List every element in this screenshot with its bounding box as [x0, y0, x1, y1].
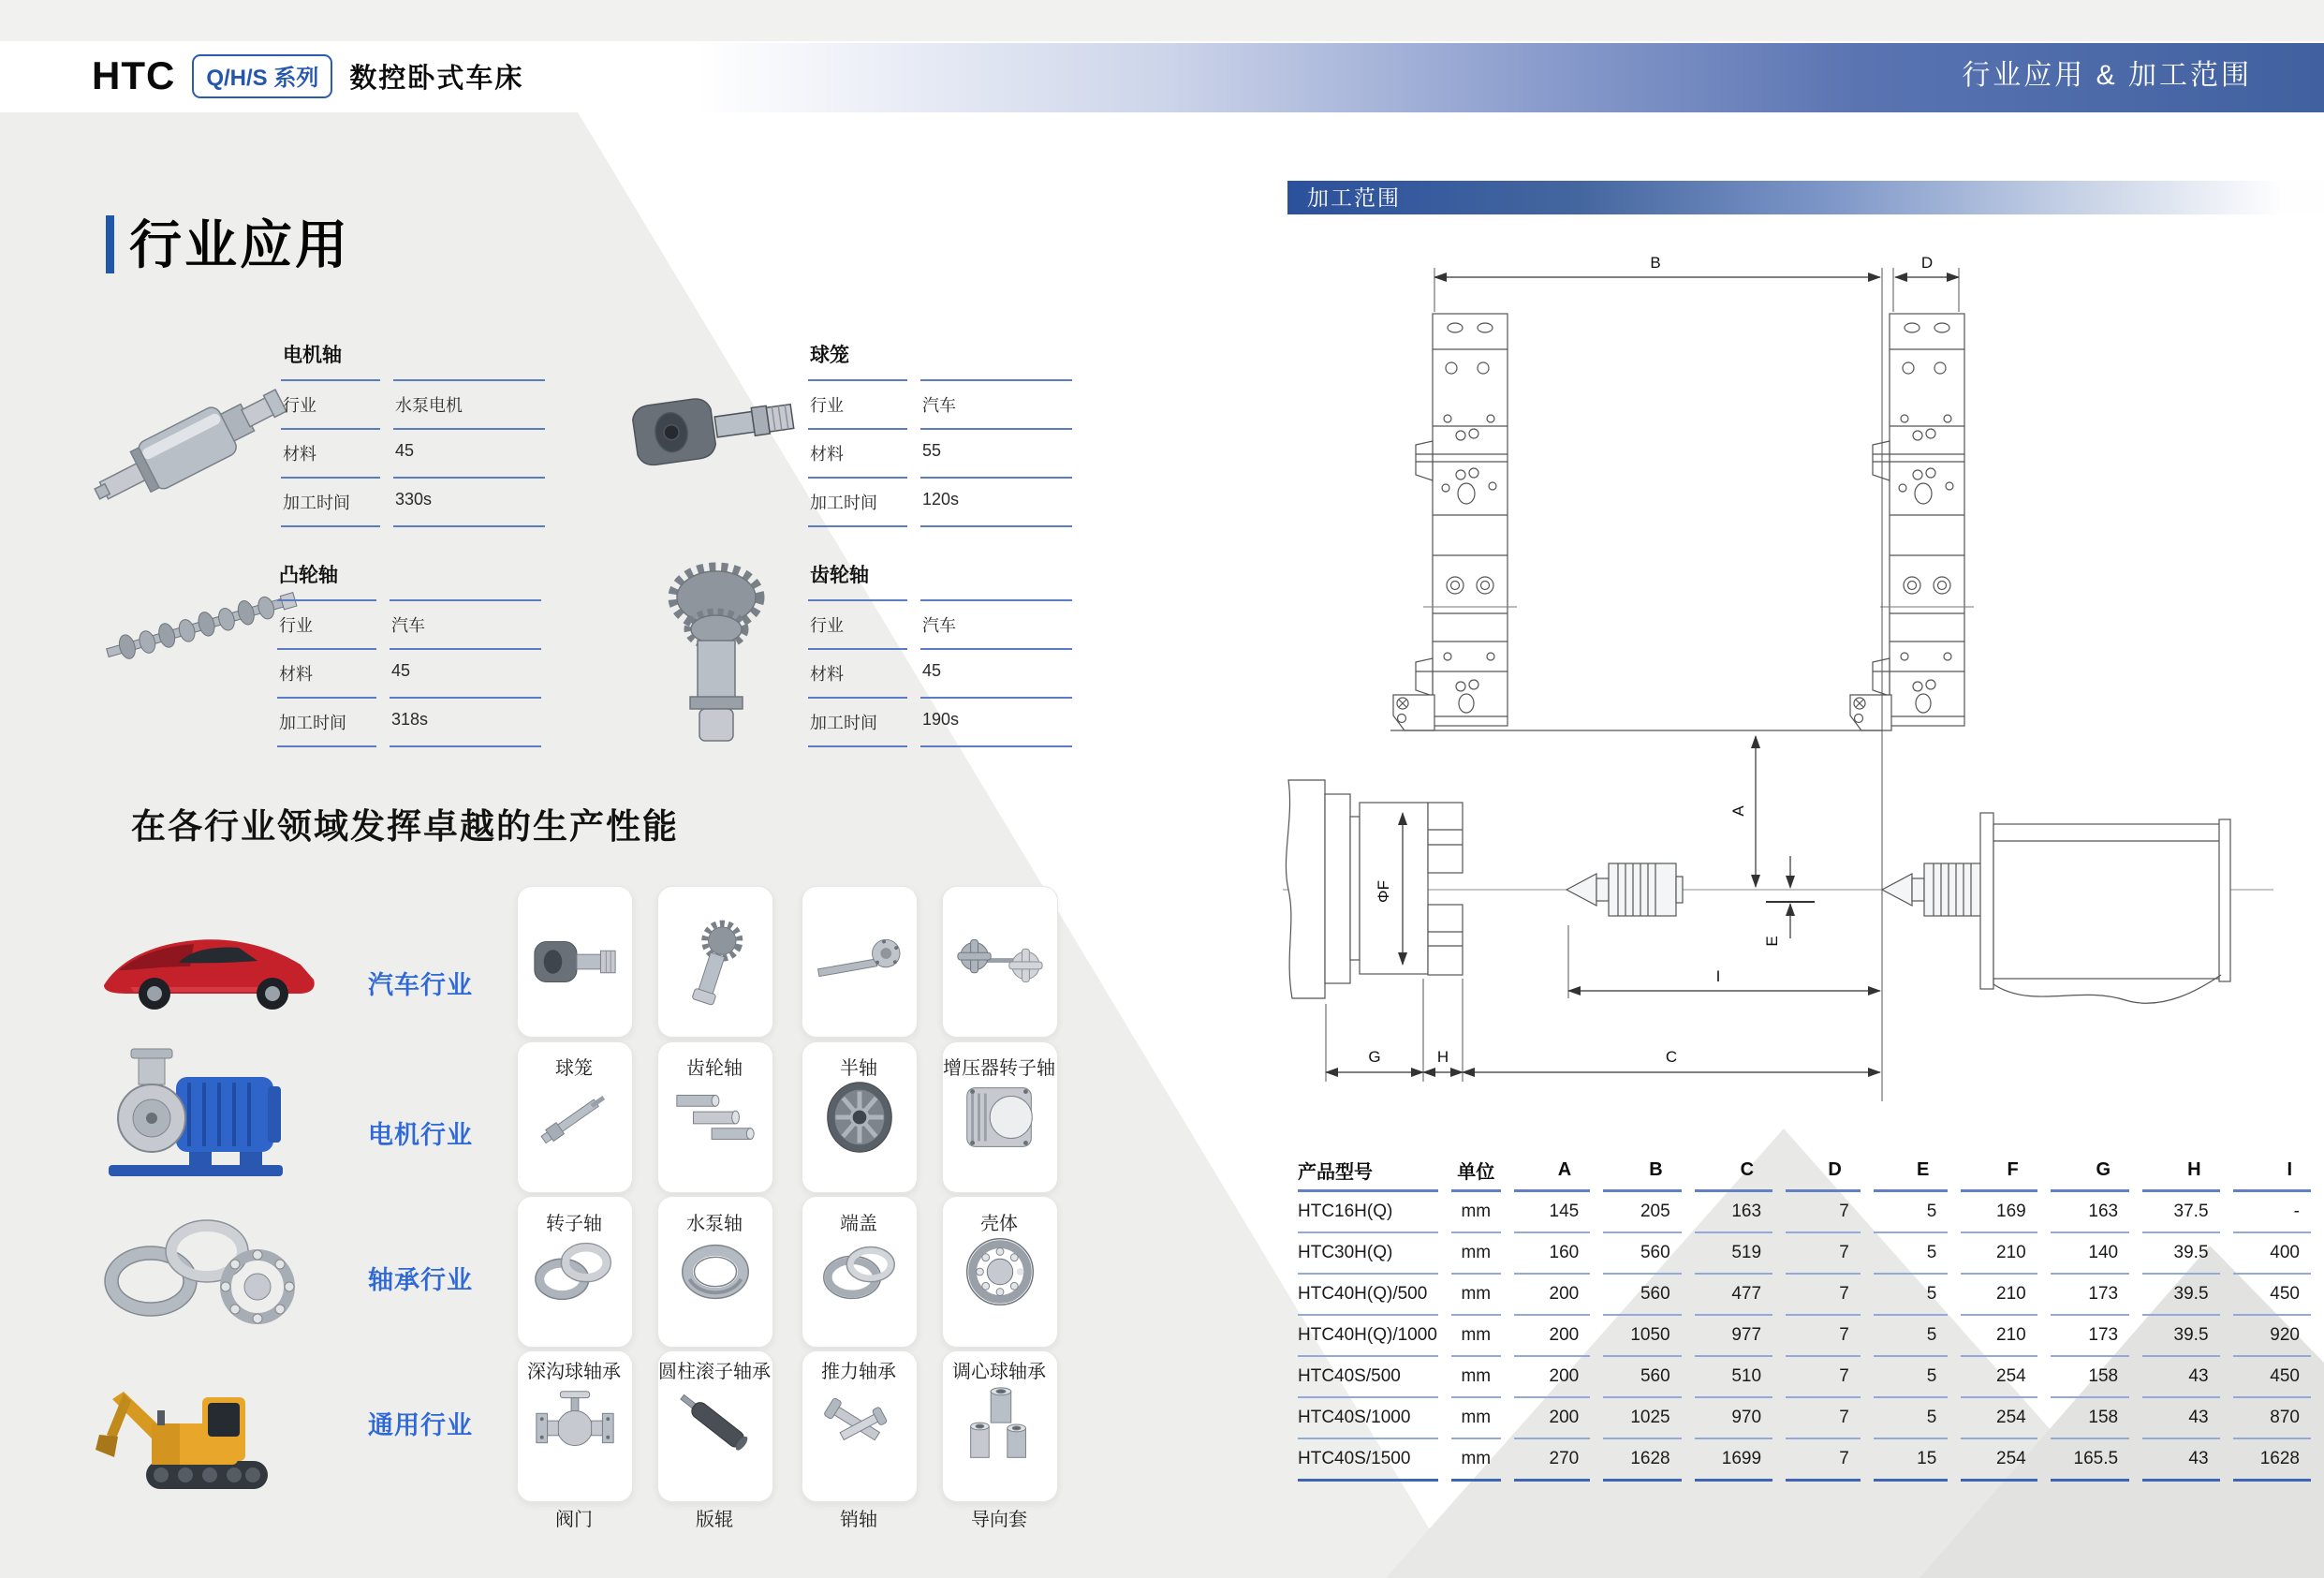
value-cell: 510 — [1695, 1357, 1772, 1398]
table-col-header: H — [2142, 1150, 2219, 1192]
part-card-title: 凸轮轴 — [279, 565, 338, 586]
value-cell: 43 — [2142, 1398, 2219, 1439]
part-card-title: 齿轮轴 — [810, 565, 869, 586]
value-cell: 37.5 — [2142, 1192, 2219, 1233]
value-cell: 560 — [1603, 1357, 1681, 1398]
value-cell: 560 — [1603, 1233, 1681, 1275]
value-cell: 5 — [1874, 1357, 1949, 1398]
value-cell: 205 — [1603, 1192, 1681, 1233]
part-thumb-label: 端盖 — [840, 1214, 877, 1234]
table-col-header: I — [2233, 1150, 2311, 1192]
guide-sleeve-icon — [954, 1369, 1046, 1483]
value-cell: 7 — [1786, 1398, 1861, 1439]
spec-label: 材料 — [281, 428, 380, 477]
excavator-image — [92, 1345, 328, 1497]
spec-label: 材料 — [808, 648, 907, 697]
model-cell: HTC40H(Q)/1000 — [1298, 1316, 1438, 1357]
value-cell: 145 — [1514, 1192, 1590, 1233]
part-thumb-label: 壳体 — [980, 1214, 1018, 1234]
table-header-row — [1298, 1150, 2311, 1192]
value-cell: mm — [1451, 1357, 1501, 1398]
value-cell: 7 — [1786, 1275, 1861, 1316]
table-col-header: D — [1786, 1150, 1861, 1192]
table-row — [1298, 1275, 2311, 1316]
dim-label-i: I — [1715, 967, 1721, 985]
half-shaft-icon — [814, 905, 905, 1019]
part-card — [277, 560, 541, 747]
dim-label-c: C — [1665, 1048, 1678, 1066]
value-cell: 7 — [1786, 1316, 1861, 1357]
spec-label: 加工时间 — [281, 477, 380, 527]
header — [92, 41, 523, 111]
table-row — [1298, 1357, 2311, 1398]
table-col-header: 单位 — [1451, 1150, 1501, 1192]
value-cell: 7 — [1786, 1192, 1861, 1233]
value-cell: 5 — [1874, 1233, 1949, 1275]
page-topic: 行业应用 & 加工范围 — [1962, 60, 2252, 91]
spec-value: 318s — [390, 697, 541, 747]
value-cell: 210 — [1961, 1275, 2037, 1316]
part-thumb-label: 转子轴 — [546, 1214, 602, 1234]
spec-label: 行业 — [281, 379, 380, 428]
table-col-header: 产品型号 — [1298, 1150, 1438, 1192]
part-thumb-label: 球笼 — [555, 1058, 593, 1079]
value-cell: 163 — [1695, 1192, 1772, 1233]
value-cell: mm — [1451, 1316, 1501, 1357]
gear-shaft-icon — [669, 905, 761, 1019]
value-cell: 1628 — [2233, 1439, 2311, 1482]
dim-label-d: D — [1920, 254, 1934, 272]
part-thumb-label: 导向套 — [971, 1510, 1027, 1530]
part-thumb-label: 版辊 — [696, 1510, 733, 1530]
spec-value: 55 — [920, 428, 1072, 477]
table-col-header: G — [2051, 1150, 2129, 1192]
value-cell: 200 — [1514, 1357, 1590, 1398]
spec-value: 45 — [920, 648, 1072, 697]
bearings-image — [96, 1204, 304, 1334]
value-cell: 200 — [1514, 1316, 1590, 1357]
value-cell: 254 — [1961, 1357, 2037, 1398]
ball-cage-icon — [529, 905, 621, 1019]
printing-roller-icon — [669, 1369, 761, 1483]
value-cell: 210 — [1961, 1316, 2037, 1357]
part-thumb-label: 推力轴承 — [821, 1362, 896, 1382]
spec-value: 45 — [393, 428, 545, 477]
spec-value: 45 — [390, 648, 541, 697]
table-row — [1298, 1398, 2311, 1439]
part-thumb — [802, 886, 918, 1038]
table-col-header: F — [1961, 1150, 2037, 1192]
value-cell: 1050 — [1603, 1316, 1681, 1357]
value-cell: 5 — [1874, 1192, 1949, 1233]
value-cell: 173 — [2051, 1275, 2129, 1316]
value-cell: 970 — [1695, 1398, 1772, 1439]
brand-logo: HTC — [92, 53, 176, 97]
spec-value: 汽车 — [390, 599, 541, 648]
industry-label-general: 通用行业 — [368, 1411, 473, 1439]
value-cell: 39.5 — [2142, 1275, 2219, 1316]
spec-label: 加工时间 — [808, 697, 907, 747]
value-cell: mm — [1451, 1439, 1501, 1482]
value-cell: 15 — [1874, 1439, 1949, 1482]
motor-shaft-image — [86, 363, 290, 532]
value-cell: 254 — [1961, 1439, 2037, 1482]
value-cell: 7 — [1786, 1357, 1861, 1398]
value-cell: 158 — [2051, 1357, 2129, 1398]
model-cell: HTC30H(Q) — [1298, 1233, 1438, 1275]
part-thumb — [942, 886, 1058, 1038]
value-cell: 477 — [1695, 1275, 1772, 1316]
part-card — [808, 560, 1072, 747]
table-row — [1298, 1439, 2311, 1482]
valve-icon — [529, 1369, 621, 1483]
ball-cage-image — [625, 370, 808, 501]
value-cell: 519 — [1695, 1233, 1772, 1275]
spec-value: 330s — [393, 477, 545, 527]
spec-value: 水泵电机 — [393, 379, 545, 428]
section-title-range: 加工范围 — [1287, 181, 2324, 214]
industry-label-automotive: 汽车行业 — [368, 971, 473, 999]
value-cell: 450 — [2233, 1275, 2311, 1316]
part-card-title: 电机轴 — [283, 345, 342, 366]
value-cell: mm — [1451, 1398, 1501, 1439]
spec-label: 加工时间 — [808, 477, 907, 527]
value-cell: 270 — [1514, 1439, 1590, 1482]
value-cell: 560 — [1603, 1275, 1681, 1316]
value-cell: 43 — [2142, 1357, 2219, 1398]
value-cell: 1628 — [1603, 1439, 1681, 1482]
model-cell: HTC40S/1500 — [1298, 1439, 1438, 1482]
part-thumb-label: 增压器转子轴 — [943, 1058, 1055, 1079]
value-cell: 7 — [1786, 1439, 1861, 1482]
machining-range-table — [1285, 1150, 2324, 1482]
value-cell: 140 — [2051, 1233, 2129, 1275]
value-cell: mm — [1451, 1192, 1501, 1233]
value-cell: 1699 — [1695, 1439, 1772, 1482]
value-cell: 210 — [1961, 1233, 2037, 1275]
part-card — [808, 340, 1072, 527]
model-cell: HTC16H(Q) — [1298, 1192, 1438, 1233]
spec-label: 行业 — [277, 599, 376, 648]
value-cell: 43 — [2142, 1439, 2219, 1482]
dim-label-g: G — [1368, 1048, 1381, 1066]
section-title-industry: 行业应用 — [129, 215, 350, 274]
model-cell: HTC40H(Q)/500 — [1298, 1275, 1438, 1316]
table-row — [1298, 1192, 2311, 1233]
value-cell: - — [2233, 1192, 2311, 1233]
part-thumb-label: 齿轮轴 — [686, 1058, 743, 1079]
value-cell: 39.5 — [2142, 1233, 2219, 1275]
part-thumb-label: 调心球轴承 — [952, 1362, 1046, 1382]
spec-value: 120s — [920, 477, 1072, 527]
value-cell: 200 — [1514, 1275, 1590, 1316]
pin-shaft-icon — [814, 1369, 905, 1483]
value-cell: 160 — [1514, 1233, 1590, 1275]
spec-value: 汽车 — [920, 379, 1072, 428]
table-col-header: B — [1603, 1150, 1681, 1192]
part-card-title: 球笼 — [810, 345, 849, 366]
part-thumb-label: 水泵轴 — [686, 1214, 743, 1234]
industry-subtitle: 在各行业领域发挥卓越的生产性能 — [131, 807, 679, 846]
part-thumb — [517, 886, 633, 1038]
table-col-header: C — [1695, 1150, 1772, 1192]
part-thumb-label: 深沟球轴承 — [527, 1362, 621, 1382]
dim-label-a: A — [1729, 805, 1747, 817]
value-cell: 163 — [2051, 1192, 2129, 1233]
product-name: 数控卧式车床 — [349, 63, 524, 94]
value-cell: 5 — [1874, 1316, 1949, 1357]
spec-label: 材料 — [808, 428, 907, 477]
pump-image — [103, 1041, 288, 1184]
spec-label: 材料 — [277, 648, 376, 697]
table-col-header: E — [1874, 1150, 1949, 1192]
part-thumb-label: 销轴 — [840, 1510, 877, 1530]
turbo-rotor-icon — [954, 905, 1046, 1019]
value-cell: 39.5 — [2142, 1316, 2219, 1357]
title-accent-bar — [106, 215, 114, 273]
value-cell: 1025 — [1603, 1398, 1681, 1439]
value-cell: 169 — [1961, 1192, 2037, 1233]
machining-range-diagram — [1283, 234, 2275, 1105]
value-cell: 977 — [1695, 1316, 1772, 1357]
part-card — [281, 340, 545, 527]
part-thumb-label: 半轴 — [840, 1058, 877, 1079]
spec-label: 行业 — [808, 599, 907, 648]
spec-label: 加工时间 — [277, 697, 376, 747]
value-cell: 200 — [1514, 1398, 1590, 1439]
spec-label: 行业 — [808, 379, 907, 428]
value-cell: 5 — [1874, 1398, 1949, 1439]
value-cell: 450 — [2233, 1357, 2311, 1398]
industry-label-motor: 电机行业 — [368, 1121, 473, 1149]
value-cell: 5 — [1874, 1275, 1949, 1316]
table-col-header: A — [1514, 1150, 1590, 1192]
value-cell: 158 — [2051, 1398, 2129, 1439]
dim-label-h: H — [1436, 1048, 1449, 1066]
spec-value: 汽车 — [920, 599, 1072, 648]
value-cell: 7 — [1786, 1233, 1861, 1275]
value-cell: 173 — [2051, 1316, 2129, 1357]
value-cell: 165.5 — [2051, 1439, 2129, 1482]
model-cell: HTC40S/1000 — [1298, 1398, 1438, 1439]
dim-label-f: ΦF — [1375, 880, 1392, 903]
part-thumb — [657, 886, 773, 1038]
top-margin-strip — [0, 0, 2324, 41]
car-image — [92, 905, 328, 1019]
value-cell: mm — [1451, 1275, 1501, 1316]
dim-label-b: B — [1650, 254, 1661, 272]
industry-label-bearing: 轴承行业 — [368, 1266, 473, 1294]
table-row — [1298, 1233, 2311, 1275]
spec-value: 190s — [920, 697, 1072, 747]
value-cell: 254 — [1961, 1398, 2037, 1439]
camshaft-image — [98, 573, 304, 681]
part-thumb-label: 阀门 — [555, 1510, 593, 1530]
value-cell: 870 — [2233, 1398, 2311, 1439]
series-badge: Q/H/S 系列 — [192, 54, 332, 98]
table-row — [1298, 1316, 2311, 1357]
model-cell: HTC40S/500 — [1298, 1357, 1438, 1398]
value-cell: mm — [1451, 1233, 1501, 1275]
part-thumb-label: 圆柱滚子轴承 — [658, 1362, 771, 1382]
dim-label-e: E — [1763, 936, 1781, 947]
gear-shaft-image — [637, 554, 796, 746]
value-cell: 920 — [2233, 1316, 2311, 1357]
value-cell: 400 — [2233, 1233, 2311, 1275]
